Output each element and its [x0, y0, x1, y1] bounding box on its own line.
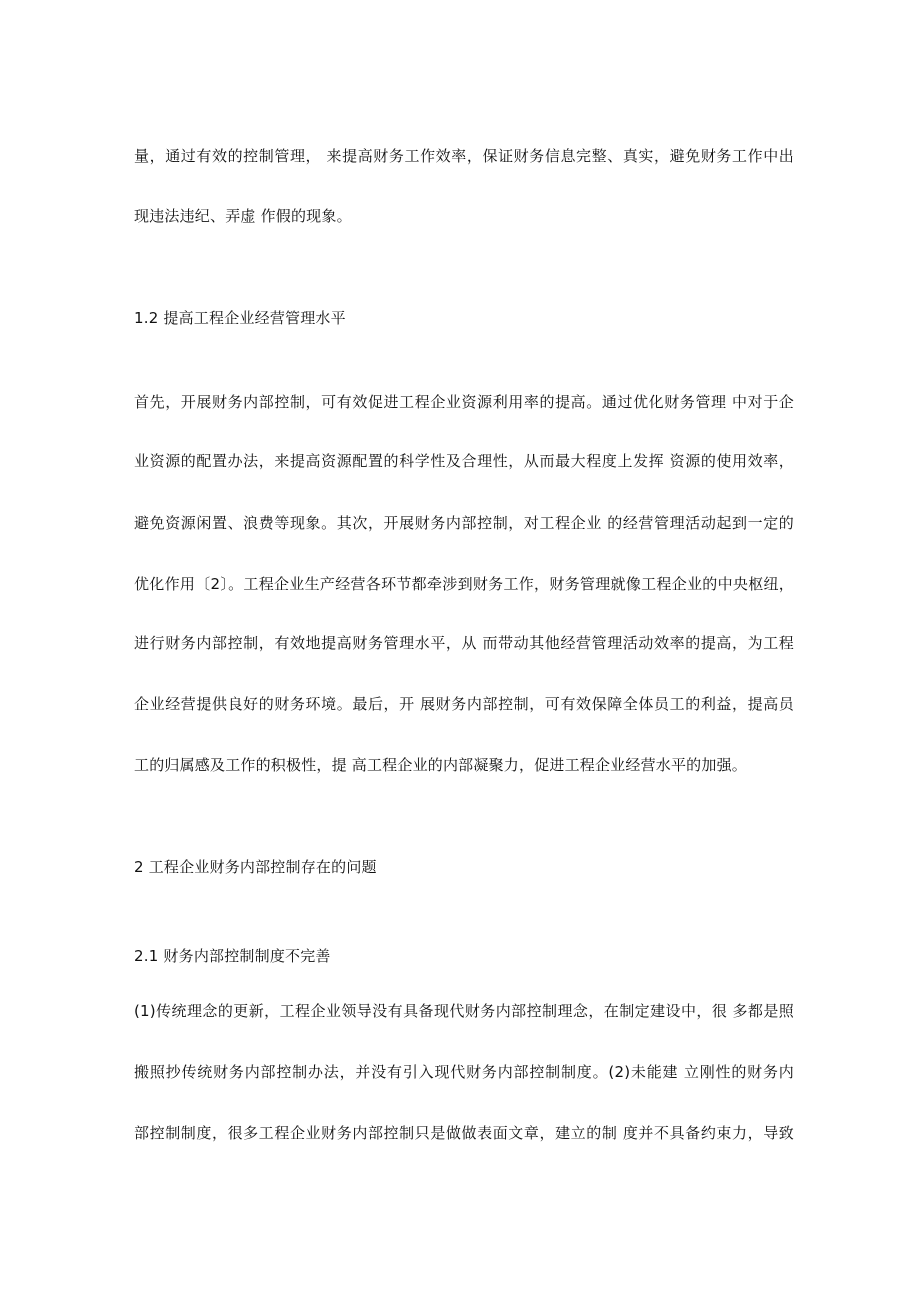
paragraph-line: 企业经营提供良好的财务环境。最后，开 展财务内部控制，可有效保障全体员工的利益，提高员 [134, 695, 794, 713]
paragraph-line: 优化作用〔2〕。工程企业生产经营各环节都牵涉到财务工作，财务管理就像工程企业的中央枢纽， [134, 575, 794, 593]
paragraph-line: 首先，开展财务内部控制，可有效促进工程企业资源利用率的提高。通过优化财务管理 中对于企 [134, 393, 794, 411]
section-heading-2-1: 2.1 财务内部控制制度不完善 [134, 947, 331, 965]
paragraph-line: 避免资源闲置、浪费等现象。其次，开展财务内部控制，对工程企业 的经营管理活动起到一定的 [134, 514, 794, 532]
paragraph-line: 进行财务内部控制，有效地提高财务管理水平，从 而带动其他经营管理活动效率的提高，为工程 [134, 634, 794, 652]
section-heading-2: 2 工程企业财务内部控制存在的问题 [134, 858, 377, 876]
paragraph-line: 业资源的配置办法，来提高资源配置的科学性及合理性，从而最大程度上发挥 资源的使用效率， [134, 452, 794, 470]
section-heading-1-2: 1.2 提高工程企业经营管理水平 [134, 309, 346, 327]
paragraph-line: 工的归属感及工作的积极性，提 高工程企业的内部凝聚力，促进工程企业经营水平的加强。 [134, 756, 747, 774]
paragraph-line: (1)传统理念的更新，工程企业领导没有具备现代财务内部控制理念，在制定建设中，很 多都是照 [134, 1002, 794, 1020]
paragraph-line: 搬照抄传统财务内部控制办法，并没有引入现代财务内部控制制度。(2)未能建 立刚性的财务内 [134, 1063, 794, 1081]
paragraph-line: 部控制制度，很多工程企业财务内部控制只是做做表面文章，建立的制 度并不具备约束力，导致 [134, 1124, 794, 1142]
paragraph-line: 量，通过有效的控制管理， 来提高财务工作效率，保证财务信息完整、真实，避免财务工作中出 [134, 147, 794, 165]
paragraph-line: 现违法违纪、弄虚 作假的现象。 [134, 207, 352, 225]
